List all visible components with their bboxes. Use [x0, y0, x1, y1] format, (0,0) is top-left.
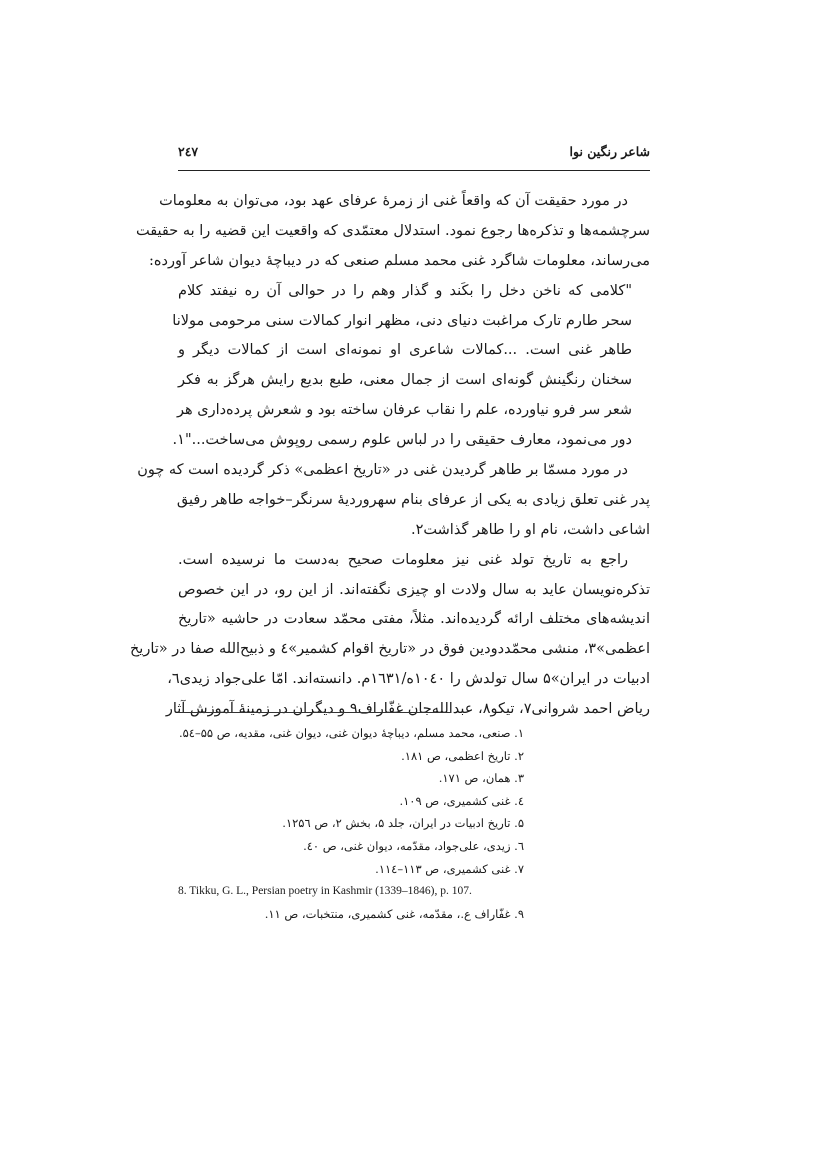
- footnote: ۵. تاریخ ادبیات در ایران، جلد ۵، بخش ۲، ص ۱۲۵٦.: [282, 816, 524, 831]
- body-line: اعظمی»۳، منشی محمّددودین فوق در «تاریخ اقوام کشمیر»٤ و ذبیح‌الله صفا در «تاریخ: [129, 641, 650, 658]
- footnote: ۷. غنی کشمیری، ص ۱۱۳–۱۱٤.: [375, 861, 524, 876]
- body-line: راجع به تاریخ تولد غنی نیز معلومات صحیح به‌دست ما نرسیده است.: [178, 551, 628, 568]
- footnote: ۹. غفّاراف ع.، مقدّمه، غنی کشمیری، منتخبات، ص ۱۱.: [264, 906, 524, 921]
- footnote: ٤. غنی کشمیری، ص ۱۰۹.: [399, 793, 524, 808]
- quote-line: طاهر غنی است. ...کمالات شاعری او نمونه‌ای است از کمالات دیگر و: [178, 342, 632, 359]
- footnote: ۱. صنعی، محمد مسلم، دیباچهٔ دیوان غنی، دیوان غنی، مقدیه، ص ۵۵–۵٤.: [178, 726, 524, 740]
- footnote-separator: [178, 712, 450, 713]
- book-page: [129, 0, 650, 1169]
- footnote: ٦. زیدی، علی‌جواد، مقدّمه، دیوان غنی، ص ٤۰.: [303, 838, 524, 853]
- header-rule: [178, 170, 650, 171]
- quote-line: شعر سر فرو نیاورده، علم را نقاب عرفان ساخته بود و شعرش پرده‌داری هر: [176, 402, 632, 419]
- body-line: سرچشمه‌ها و تذکره‌ها رجوع نمود. استدلال معتمّدی که واقعیت این قضیه را به حقیقت: [135, 222, 650, 239]
- body-line: در مورد مسمّا بر طاهر گردیدن غنی در «تاریخ اعظمی» ذکر گردیده است که چون: [137, 462, 628, 479]
- body-line: اشاعی داشت، نام او را طاهر گذاشت۲.: [411, 521, 650, 538]
- quote-line: سحر طارم تارک مراغبت دنیای دنی، مظهر انوار کمالات سنی مرحومی مولانا: [172, 312, 632, 329]
- quote-line: سخنان رنگینش گونه‌ای است از جمال معنی، طبع بدیع رایش هرگز به فکر: [178, 372, 632, 389]
- body-line: در مورد حقیقت آن که واقعاً غنی از زمرهٔ عرفای عهد بود، می‌توان به معلومات: [159, 193, 628, 209]
- body-line: تذکره‌نویسان عاید به سال ولادت او چیزی نگفته‌اند. از این رو، در این خصوص: [178, 581, 650, 598]
- body-text: [129, 187, 650, 725]
- body-line: ادبیات در ایران»۵ سال تولدش را ۱۰٤۰ه/۱٦۳۱م. دانسته‌اند. امّا علی‌جواد زیدی٦،: [167, 671, 650, 688]
- body-line: پدر غنی تعلق زیادی به یکی از عرفای بنام سهروردیهٔ سرنگر–خواجه طاهر رفیق: [176, 491, 650, 508]
- page-number: ۲٤۷: [178, 144, 199, 159]
- footnote-latin: 8. Tikku, G. L., Persian poetry in Kashmir (1339–1846), p. 107.: [178, 885, 472, 898]
- body-line: اندیشه‌های مختلف ارائه گردیده‌اند. مثلاً، مفتی محمّد سعادت در حاشیه «تاریخ: [178, 611, 650, 628]
- quote-line: "کلامی که ناخن دخل را بکَند و گذار وهم را در حوالی آن ره نیفتد کلام: [178, 282, 632, 299]
- running-title: شاعر رنگین نوا: [569, 144, 650, 159]
- footnote: ۳. همان، ص ۱۷۱.: [438, 771, 524, 786]
- running-head: [178, 144, 650, 164]
- body-line: ریاض احمد شروانی۷، تیکو۸، عبدالله‌جان غفّاراف۹ و دیگران در زمینهٔ آموزش آثار: [165, 701, 650, 718]
- footnotes: [178, 722, 650, 925]
- quote-line: دور می‌نمود، معارف حقیقی را در لباس علوم رسمی روپوش می‌ساخت..."۱.: [172, 432, 632, 449]
- footnote: ۲. تاریخ اعظمی، ص ۱۸۱.: [401, 748, 524, 763]
- body-line: می‌رساند، معلومات شاگرد غنی محمد مسلم صنعی که در دیباچهٔ دیوان شاعر آورده:: [149, 252, 650, 269]
